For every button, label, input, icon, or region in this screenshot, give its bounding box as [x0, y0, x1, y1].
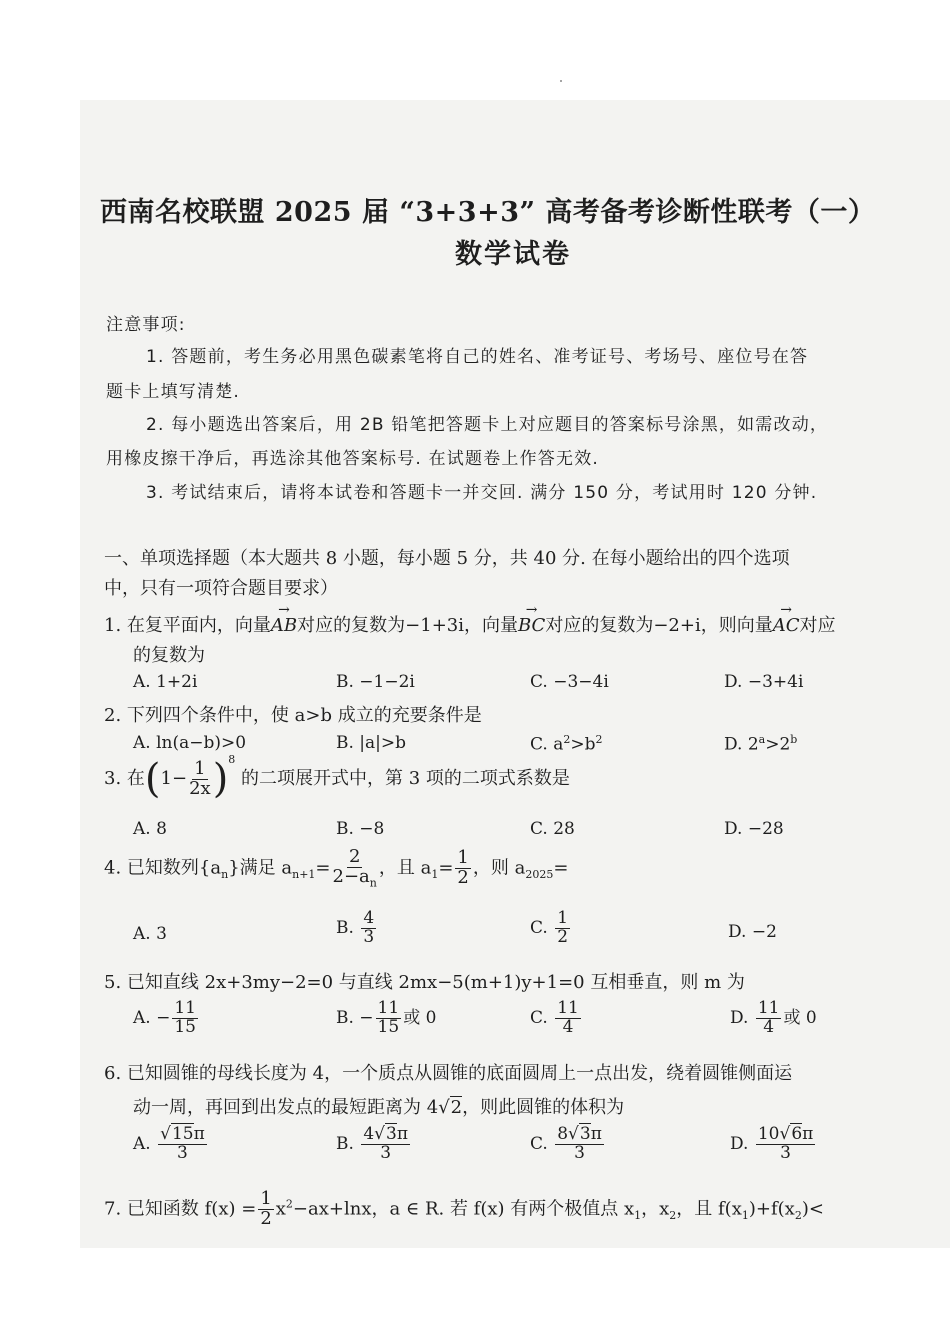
notice-item-1: 1. 答题前，考生务必用黑色碳素笔将自己的姓名、准考证号、考场号、座位号在答: [146, 347, 809, 367]
fraction: $\frac{1}{2x}$: [189, 757, 211, 799]
option-a: A. − $\frac{11}{15}$: [133, 998, 196, 1037]
option-b: B. |a|>b: [336, 733, 407, 753]
exam-subtitle: 数学试卷: [455, 239, 571, 270]
option-d: D. $\frac{10√6\pi}{3}$: [730, 1124, 814, 1163]
fraction: $\frac{1}{2}$: [260, 1190, 272, 1229]
option-b: B. $\frac{4}{3}$: [336, 908, 375, 947]
option-b: B. −8: [336, 819, 385, 839]
option-d: D. $\frac{11}{4}$ 或 0: [730, 998, 817, 1037]
question-3: 3. 在(1− $\frac{1}{2x}$ )$^8$ 的二项展开式中，第 3 项的二项式系数是: [104, 753, 570, 802]
section-heading: 一、单项选择题（本大题共 8 小题，每小题 5 分，共 40 分. 在每小题给出的四个选项: [104, 548, 790, 569]
option-b: B. −1−2i: [336, 672, 415, 692]
option-a: A. ln(a−b)>0: [133, 733, 247, 753]
option-b: B. − $\frac{11}{15}$ 或 0: [336, 998, 437, 1037]
question-number: 4.: [104, 857, 122, 879]
option-c: C. $\frac{11}{4}$: [530, 998, 579, 1037]
option-c: C. 28: [530, 819, 575, 839]
notice-item-1-cont: 题卡上填写清楚.: [106, 382, 241, 402]
question-number: 6.: [104, 1063, 122, 1084]
option-a: A. 8: [133, 819, 167, 839]
question-2: 2. 下列四个条件中，使 a>b 成立的充要条件是: [104, 705, 482, 726]
option-b: B. $\frac{4√3\pi}{3}$: [336, 1124, 408, 1163]
question-number: 5.: [104, 972, 122, 993]
question-7: 7. 已知函数 f(x) = $\frac{1}{2}$ $x^2-ax+\ln x$，a ∈ R. 若 f(x) 有两个极值点 $x_1$，$x_2$，且 $f(x_1)+f(x_2)<$: [104, 1190, 824, 1229]
vector-ac: → AC: [773, 615, 800, 636]
notice-item-3: 3. 考试结束后，请将本试卷和答题卡一并交回. 满分 150 分，考试用时 120 分钟.: [146, 483, 818, 503]
question-number: 2.: [104, 705, 122, 726]
question-5: 5. 已知直线 2x+3my−2=0 与直线 2mx−5(m+1)y+1=0 互相垂直，则 m 为: [104, 972, 745, 993]
notice-item-2: 2. 每小题选出答案后，用 2B 铅笔把答题卡上对应题目的答案标号涂黑，如需改动，: [146, 415, 829, 435]
question-1-cont: 的复数为: [133, 645, 205, 666]
option-c: C. $a^2>b^2$: [530, 733, 603, 755]
fraction: $\frac{2}{2-a_n}$: [332, 846, 377, 890]
speck: [560, 80, 562, 82]
fraction: $\frac{1}{2}$: [457, 847, 469, 889]
option-c: C. $\frac{1}{2}$: [530, 908, 569, 947]
option-a: A. 3: [133, 924, 167, 944]
option-d: D. −28: [724, 819, 784, 839]
notice-heading: 注意事项:: [106, 315, 186, 335]
option-d: D. −2: [728, 922, 777, 942]
question-6-cont: 动一周，再回到出发点的最短距离为 4√2，则此圆锥的体积为: [133, 1097, 625, 1118]
notice-item-2-cont: 用橡皮擦干净后，再选涂其他答案标号. 在试题卷上作答无效.: [106, 449, 600, 469]
exam-title: 西南名校联盟 2025 届 “3+3+3” 高考备考诊断性联考（一）: [100, 197, 876, 228]
option-c: C. $\frac{8√3\pi}{3}$: [530, 1124, 602, 1163]
option-a: A. 1+2i: [133, 672, 198, 692]
option-d: D. −3+4i: [724, 672, 804, 692]
question-number: 7.: [104, 1198, 122, 1220]
section-heading-cont: 中，只有一项符合题目要求）: [104, 578, 338, 599]
vector-ab: → AB: [271, 615, 297, 636]
option-a: A. $\frac{√15\pi}{3}$: [133, 1124, 205, 1163]
question-4: 4. 已知数列$\{a_n\}$满足 $a_{n+1}=$ $\frac{2}{2-a_n}$ ，且 $a_1=$ $\frac{1}{2}$ ，则 $a_{2025}=$: [104, 846, 569, 890]
question-number: 1.: [104, 615, 122, 636]
option-d: D. $2^a>2^b$: [724, 733, 798, 755]
option-c: C. −3−4i: [530, 672, 609, 692]
question-1: 1. 在复平面内，向量→ AB对应的复数为−1+3i，向量→ BC对应的复数为−2+i，则向量→ AC对应: [104, 611, 835, 637]
question-6: 6. 已知圆锥的母线长度为 4，一个质点从圆锥的底面圆周上一点出发，绕着圆锥侧面运: [104, 1063, 793, 1084]
vector-bc: → BC: [518, 615, 545, 636]
question-number: 3.: [104, 768, 122, 789]
